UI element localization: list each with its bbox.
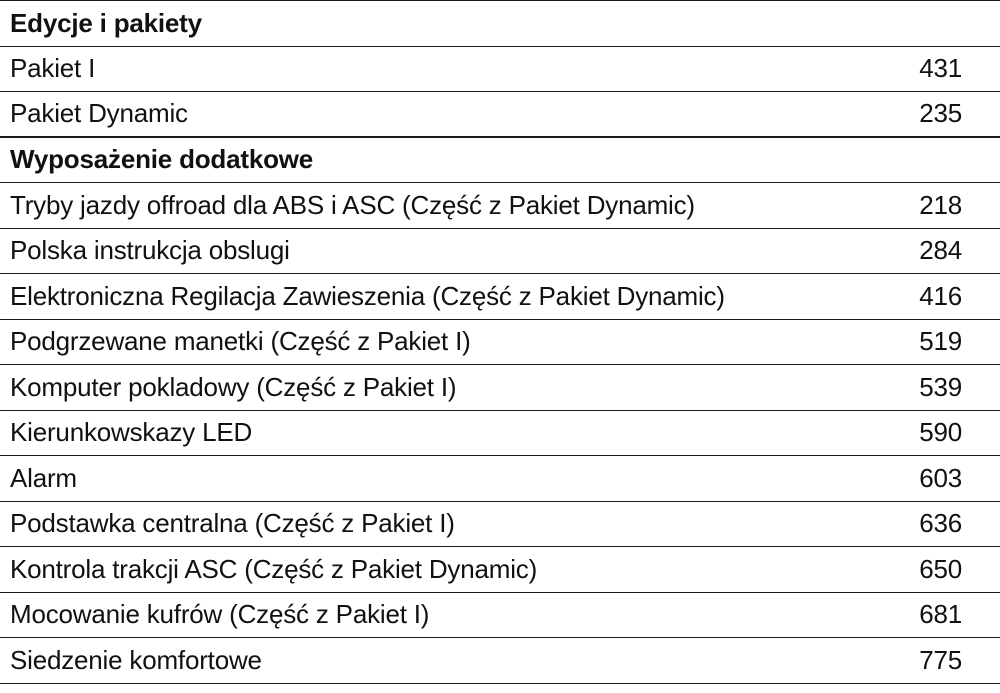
section-heading-optional-equipment bbox=[0, 138, 1000, 184]
section-title: Edycje i pakiety bbox=[10, 7, 202, 38]
item-label: Polska instrukcja obslugi bbox=[10, 235, 290, 266]
section-heading-editions bbox=[0, 1, 1000, 47]
item-label: Komputer pokladowy (Część z Pakiet I) bbox=[10, 371, 457, 402]
item-page-number: 636 bbox=[919, 508, 962, 539]
item-page-number: 775 bbox=[919, 644, 962, 675]
item-label: Kontrola trakcji ASC (Część z Pakiet Dynamic) bbox=[10, 553, 538, 584]
table-row bbox=[0, 502, 1000, 548]
item-label: Kierunkowskazy LED bbox=[10, 417, 253, 448]
table-row bbox=[0, 365, 1000, 411]
item-label: Alarm bbox=[10, 462, 77, 493]
table-row bbox=[0, 229, 1000, 275]
item-label: Siedzenie komfortowe bbox=[10, 644, 262, 675]
item-page-number: 284 bbox=[919, 235, 962, 266]
item-page-number: 416 bbox=[919, 280, 962, 311]
item-page-number: 603 bbox=[919, 462, 962, 493]
item-page-number: 539 bbox=[919, 371, 962, 402]
table-row bbox=[0, 320, 1000, 366]
item-page-number: 218 bbox=[919, 189, 962, 220]
item-label: Elektroniczna Regilacja Zawieszenia (Część z Pakiet Dynamic) bbox=[10, 280, 725, 311]
section-title: Wyposażenie dodatkowe bbox=[10, 144, 314, 175]
item-page-number: 519 bbox=[919, 326, 962, 357]
item-label: Tryby jazdy offroad dla ABS i ASC (Część z Pakiet Dynamic) bbox=[10, 189, 695, 220]
item-label: Mocowanie kufrów (Część z Pakiet I) bbox=[10, 599, 430, 630]
item-page-number: 590 bbox=[919, 417, 962, 448]
table-row bbox=[0, 274, 1000, 320]
item-page-number: 650 bbox=[919, 553, 962, 584]
item-page-number: 431 bbox=[919, 53, 962, 84]
item-page-number: 235 bbox=[919, 98, 962, 129]
item-label: Podgrzewane manetki (Część z Pakiet I) bbox=[10, 326, 471, 357]
table-row bbox=[0, 593, 1000, 639]
table-row bbox=[0, 411, 1000, 457]
table-row bbox=[0, 92, 1000, 138]
item-label: Podstawka centralna (Część z Pakiet I) bbox=[10, 508, 455, 539]
item-page-number: 681 bbox=[919, 599, 962, 630]
table-row bbox=[0, 183, 1000, 229]
item-label: Pakiet I bbox=[10, 53, 96, 84]
table-row bbox=[0, 456, 1000, 502]
table-row bbox=[0, 638, 1000, 684]
table-row bbox=[0, 47, 1000, 93]
table-row bbox=[0, 547, 1000, 593]
item-label: Pakiet Dynamic bbox=[10, 98, 188, 129]
